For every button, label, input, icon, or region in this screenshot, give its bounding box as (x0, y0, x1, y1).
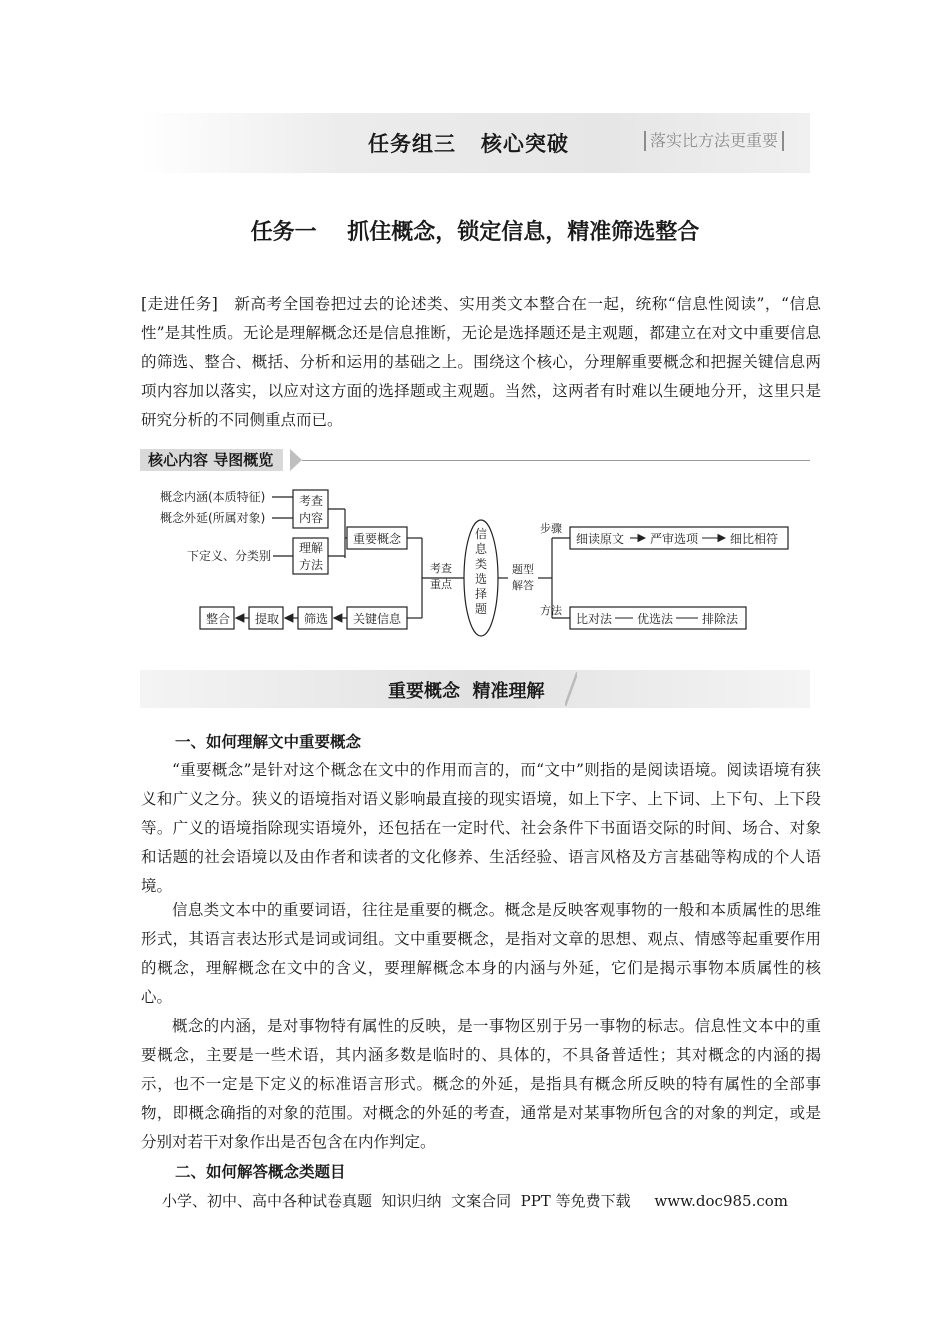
center-3: 类 (475, 557, 488, 571)
node-answer-type-2: 解答 (512, 579, 534, 592)
node-define-classify: 下定义、分类别 (187, 549, 272, 563)
node-important-concept: 重要概念 (353, 532, 402, 546)
node-key-info: 关键信息 (353, 612, 402, 626)
section-title: 任务组三 核心突破 (368, 132, 569, 156)
method-3: 排除法 (702, 612, 739, 626)
center-2: 息 (475, 542, 488, 556)
section-tagline: 落实比方法更重要 (644, 131, 784, 151)
node-examine-2: 内容 (299, 511, 324, 525)
node-exam-focus-2: 重点 (430, 578, 452, 591)
node-filter: 筛选 (304, 612, 329, 626)
section-band-title: 重要概念 精准理解 (388, 681, 545, 702)
center-6: 题 (475, 602, 488, 616)
paragraph-1: “重要概念”是针对这个概念在文中的作用而言的，而“文中”则指的是阅读语境。阅读语境有狭义和广义之分。狭义的语境指对语义影响最直接的现实语境，如上下字、上下词、上下句、上下段等。广义的语境指除现实语境外，还包括在一定时代、社会条件下书面语交际的时间、场合、对象和话题的社会语境以及由作者和读者的文化修养、生活经验、语言风格及方言基础等构成的个人语境。 (141, 761, 821, 895)
center-5: 择 (475, 587, 488, 601)
node-extract: 提取 (255, 612, 280, 626)
center-4: 选 (475, 572, 488, 586)
step-3: 细比相符 (730, 532, 779, 546)
bar-divider (302, 460, 810, 461)
paragraph-2: 信息类文本中的重要词语，往往是重要的概念。概念是反映客观事物的一般和本质属性的思维形式，其语言表达形式是词或词组。文中重要概念，是指对文章的思想、观点、情感等起重要作用的概念，理解概念在文中的含义，要理解概念本身的内涵与外延，它们是揭示事物本质属性的核心。 (141, 901, 821, 1006)
band-slash-decoration (565, 672, 577, 706)
node-examine-1: 考查 (299, 494, 324, 508)
step-2: 严审选项 (650, 532, 699, 546)
bar-arrow-icon (290, 449, 302, 471)
node-exam-focus-1: 考查 (430, 562, 452, 575)
heading-2: 二、如何解答概念类题目 (175, 1163, 346, 1181)
method-2: 优选法 (637, 612, 674, 626)
footer-text: 小学、初中、高中各种试卷真题 知识归纳 文案合同 PPT 等免费下载 www.doc985.com (162, 1192, 789, 1210)
mind-map-diagram (140, 480, 810, 640)
task-title: 任务一 抓住概念，锁定信息，精准筛选整合 (250, 220, 700, 245)
node-answer-type-1: 题型 (512, 563, 534, 576)
intro-paragraph: [走进任务] 新高考全国卷把过去的论述类、实用类文本整合在一起，统称“信息性阅读”，“信息性”是其性质。无论是理解概念还是信息推断，无论是选择题还是主观题，都建立在对文中重要信息的筛选、整合、概括、分析和运用的基础之上。围绕这个核心，分理解重要概念和把握关键信息两项内容加以落实，以应对这方面的选择题或主观题。当然，这两者有时难以生硬地分开，这里只是研究分析的不同侧重点而已。 (141, 295, 821, 429)
node-concept-intension: 概念内涵(本质特征) (160, 490, 266, 504)
steps-label: 步骤 (540, 522, 562, 535)
center-1: 信 (475, 527, 488, 541)
paragraph-3: 概念的内涵，是对事物特有属性的反映，是一事物区别于另一事物的标志。信息性文本中的重要概念，主要是一些术语，其内涵多数是临时的、具体的，不具备普适性；其对概念的内涵的揭示，也不一定是下定义的标准语言形式。概念的外延，是指具有概念所反映的特有属性的全部事物，即概念确指的对象的范围。对概念的外延的考查，通常是对某事物所包含的对象的判定，或是分别对若干对象作出是否包含在内作判定。 (141, 1017, 821, 1151)
methods-label: 方法 (540, 604, 562, 617)
core-content-label: 核心内容 导图概览 (140, 449, 283, 471)
heading-1: 一、如何理解文中重要概念 (175, 733, 362, 751)
core-content-bar (140, 448, 810, 474)
node-concept-extension: 概念外延(所属对象) (160, 511, 266, 525)
node-understand-1: 理解 (299, 541, 324, 555)
step-1: 细读原文 (576, 532, 625, 546)
node-integrate: 整合 (206, 612, 231, 626)
method-1: 比对法 (576, 612, 613, 626)
node-understand-2: 方法 (299, 558, 324, 572)
